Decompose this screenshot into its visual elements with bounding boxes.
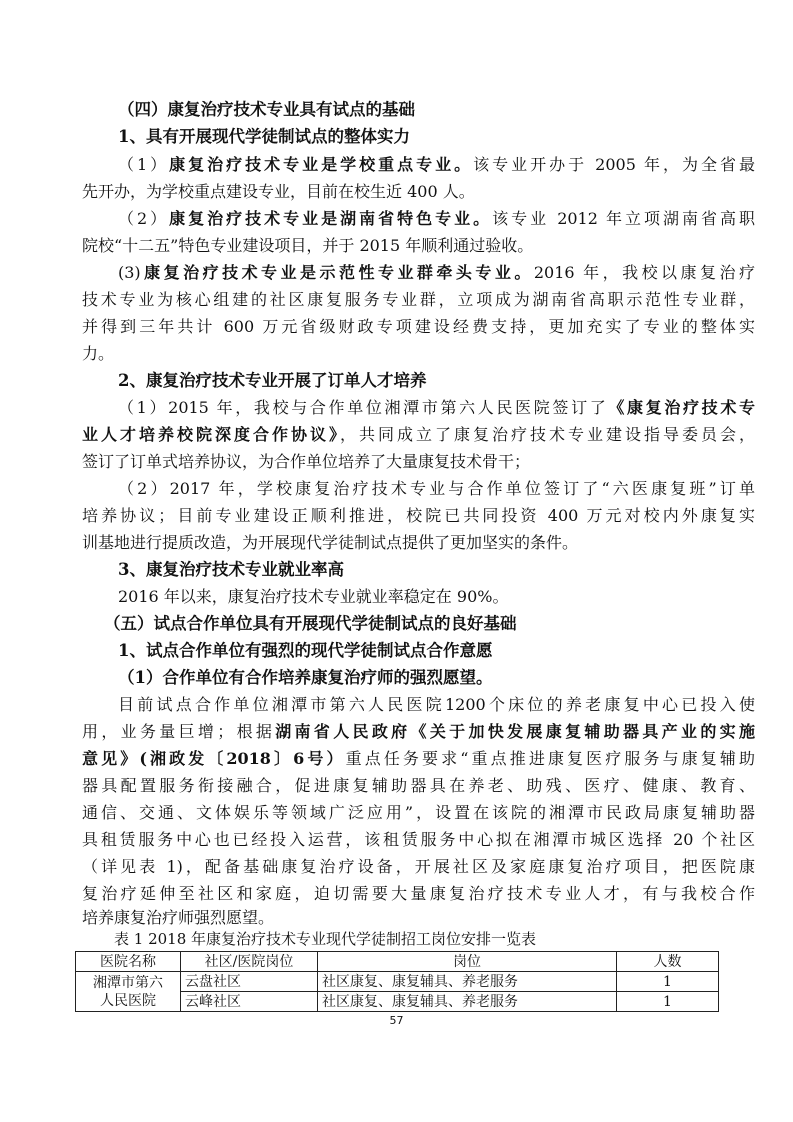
paragraph-line: （2）康复治疗技术专业是湖南省特色专业。该专业 2012 年立项湖南省高职 bbox=[118, 209, 755, 228]
paragraph-line: 技术专业为核心组建的社区康复服务专业群，立项成为湖南省高职示范性专业群， bbox=[82, 290, 755, 309]
job-arrangement-table bbox=[75, 951, 719, 1012]
paragraph-line: （详见表 1)，配备基础康复治疗设备，开展社区及家庭康复治疗项目，把医院康 bbox=[82, 857, 755, 876]
hospital-name-cell: 湘潭市第六 人民医院 bbox=[76, 972, 181, 1012]
paragraph-line: 培养康复治疗师强烈愿望。 bbox=[82, 908, 275, 927]
paragraph-line: 签订了订单式培养协议，为合作单位培养了大量康复技术骨干； bbox=[82, 452, 531, 471]
post-cell: 社区康复、康复辅具、养老服务 bbox=[318, 972, 617, 992]
subheading-2: 2、康复治疗技术专业开展了订单人才培养 bbox=[118, 371, 427, 390]
count-cell: 1 bbox=[617, 972, 719, 992]
paragraph-line: （1）康复治疗技术专业是学校重点专业。该专业开办于 2005 年，为全省最 bbox=[118, 155, 755, 174]
count-cell: 1 bbox=[617, 992, 719, 1012]
table-header-cell: 社区/医院岗位 bbox=[181, 952, 318, 972]
subheading-1: 1、具有开展现代学徒制试点的整体实力 bbox=[118, 127, 410, 146]
table-row bbox=[76, 972, 719, 992]
paragraph-line: 用，业务量巨增；根据湖南省人民政府《关于加快发展康复辅助器具产业的实施 bbox=[82, 722, 755, 741]
paragraph-line: 并得到三年共计 600 万元省级财政专项建设经费支持，更加充实了专业的整体实 bbox=[82, 317, 755, 336]
section-heading-4: （四）康复治疗技术专业具有试点的基础 bbox=[118, 100, 415, 119]
paragraph-line: 培养协议；目前专业建设正顺利推进，校院已共同投资 400 万元对校内外康复实 bbox=[82, 506, 755, 525]
paragraph-line: 具租赁服务中心也已经投入运营，该租赁服务中心拟在湘潭市城区选择 20 个社区 bbox=[82, 830, 755, 849]
paragraph-line: 训基地进行提质改造，为开展现代学徒制试点提供了更加坚实的条件。 bbox=[82, 533, 579, 552]
table-header-cell: 岗位 bbox=[318, 952, 617, 972]
paragraph-line: (3)康复治疗技术专业是示范性专业群牵头专业。2016 年，我校以康复治疗 bbox=[118, 263, 755, 282]
paragraph-line: 通信、交通、文体娱乐等领域广泛应用”，设置在该院的湘潭市民政局康复辅助器 bbox=[82, 803, 755, 822]
subheading-3: 3、康复治疗技术专业就业率高 bbox=[118, 560, 344, 579]
paragraph-line: 力。 bbox=[82, 344, 115, 363]
community-cell: 云盘社区 bbox=[181, 972, 318, 992]
paragraph-line: 器具配置服务衔接融合，促进康复辅助器具在养老、助残、医疗、健康、教育、 bbox=[82, 776, 755, 795]
paragraph-line: 意见》(湘政发〔2018〕6号）重点任务要求“重点推进康复医疗服务与康复辅助 bbox=[82, 749, 755, 768]
paragraph-line: 复治疗延伸至社区和家庭，迫切需要大量康复治疗技术专业人才，有与我校合作 bbox=[82, 884, 755, 903]
table-header-row bbox=[76, 952, 719, 972]
community-cell: 云峰社区 bbox=[181, 992, 318, 1012]
table-header-cell: 医院名称 bbox=[76, 952, 181, 972]
paragraph-line: 业人才培养校院深度合作协议》，共同成立了康复治疗技术专业建设指导委员会， bbox=[82, 425, 755, 444]
table-caption: 表 1 2018 年康复治疗技术专业现代学徒制招工岗位安排一览表 bbox=[114, 930, 537, 948]
paragraph-line: 院校“十二五”特色专业建设项目，并于 2015 年顺利通过验收。 bbox=[82, 236, 534, 255]
paragraph-line: （2）2017 年，学校康复治疗技术专业与合作单位签订了“六医康复班”订单 bbox=[118, 479, 755, 498]
paragraph-line: （1）2015 年，我校与合作单位湘潭市第六人民医院签订了《康复治疗技术专 bbox=[118, 398, 755, 417]
table-header-cell: 人数 bbox=[617, 952, 719, 972]
paragraph-line: 目前试点合作单位湘潭市第六人民医院1200个床位的养老康复中心已投入使 bbox=[118, 695, 755, 714]
section-heading-5: （五）试点合作单位具有开展现代学徒制试点的良好基础 bbox=[104, 614, 517, 633]
paragraph-line: 2016 年以来，康复治疗技术专业就业率稳定在 90%。 bbox=[118, 587, 509, 606]
subheading-1a: （1）合作单位有合作培养康复治疗师的强烈愿望。 bbox=[118, 668, 493, 687]
page-number: 57 bbox=[389, 1014, 404, 1027]
subheading-1: 1、试点合作单位有强烈的现代学徒制试点合作意愿 bbox=[118, 641, 493, 660]
post-cell: 社区康复、康复辅具、养老服务 bbox=[318, 992, 617, 1012]
paragraph-line: 先开办，为学校重点建设专业，目前在校生近 400 人。 bbox=[82, 182, 475, 201]
